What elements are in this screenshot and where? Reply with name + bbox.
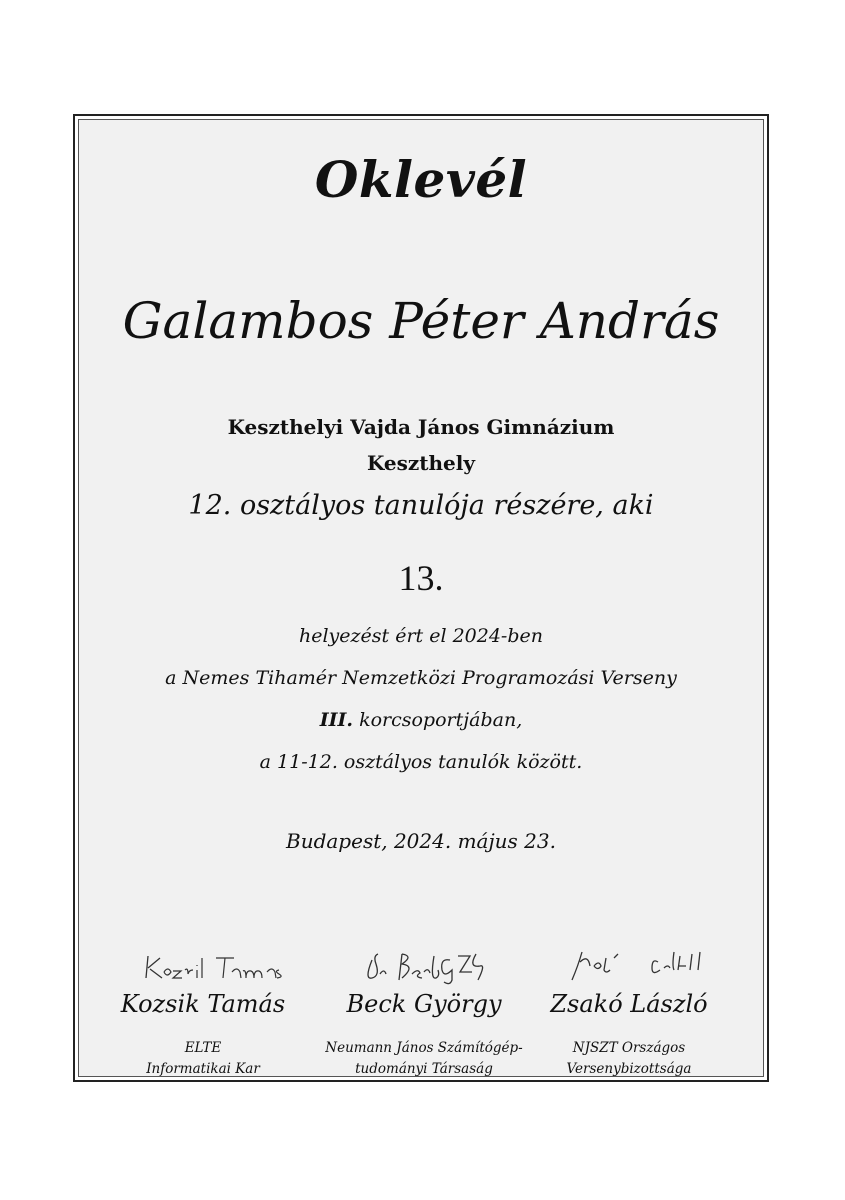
issue-date: Budapest, 2024. május 23. — [286, 829, 556, 853]
category-text: korcsoportjában, — [353, 709, 523, 731]
achievement-line-1: helyezést ért el 2024-ben — [299, 625, 543, 647]
signer-org-kozsik — [93, 1038, 313, 1080]
achievement-line-2: a Nemes Tihamér Nemzetközi Programozási Verseny — [165, 667, 677, 689]
signature-zsako — [568, 944, 718, 986]
signer-org-beck — [314, 1038, 534, 1080]
signer-org-zsako — [519, 1038, 739, 1080]
signer-org-line-2: tudományi Társaság — [355, 1061, 493, 1077]
signer-org-line-1: Neumann János Számítógép- — [325, 1040, 523, 1056]
signer-name-zsako: Zsakó László — [550, 990, 708, 1018]
signer-org-line-1: ELTE — [184, 1040, 222, 1056]
category-number: III. — [319, 709, 354, 731]
certificate-title: Oklevél — [314, 150, 528, 209]
class-line: 12. osztályos tanulója részére, aki — [188, 490, 654, 521]
achievement-line-4: a 11-12. osztályos tanulók között. — [259, 751, 583, 773]
recipient-name: Galambos Péter András — [122, 292, 720, 350]
school-name: Keszthelyi Vajda János Gimnázium — [227, 415, 615, 439]
signature-kozsik — [140, 944, 285, 986]
signer-org-line-2: Informatikai Kar — [146, 1061, 260, 1077]
placement-number: 13. — [398, 558, 444, 598]
school-city: Keszthely — [366, 451, 475, 475]
signer-name-kozsik: Kozsik Tamás — [120, 990, 286, 1018]
signature-beck — [360, 944, 510, 986]
signer-name-beck: Beck György — [346, 990, 502, 1018]
signer-org-line-2: Versenybizottsága — [566, 1061, 692, 1077]
achievement-line-3 — [78, 709, 764, 731]
signer-org-line-1: NJSZT Országos — [572, 1040, 686, 1056]
